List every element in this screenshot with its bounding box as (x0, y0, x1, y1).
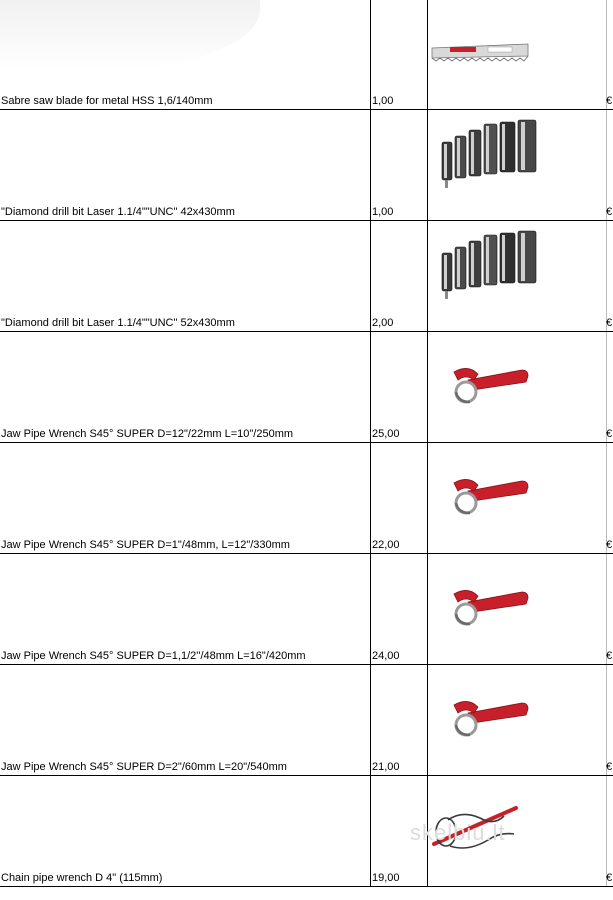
item-description: Jaw Pipe Wrench S45° SUPER D=1"/48mm, L=12"/330mm (1, 539, 290, 551)
currency-symbol: € (606, 206, 613, 218)
currency-symbol: € (606, 317, 613, 329)
currency-symbol: € (606, 539, 613, 551)
item-quantity: 25,00 (372, 428, 400, 440)
drill-bits-image (428, 229, 613, 301)
column-divider (370, 0, 371, 887)
item-quantity: 21,00 (372, 761, 400, 773)
pipe-wrench-image (428, 695, 613, 739)
row-divider (0, 664, 613, 665)
currency-symbol: € (606, 872, 613, 884)
watermark-text: skelbiu.lt (410, 820, 506, 845)
item-quantity: 22,00 (372, 539, 400, 551)
row-divider (0, 553, 613, 554)
item-description: Chain pipe wrench D 4" (115mm) (1, 872, 163, 884)
row-divider (0, 442, 613, 443)
item-description: "Diamond drill bit Laser 1.1/4""UNC" 52x430mm (1, 317, 235, 329)
saw-blade-image (428, 38, 613, 68)
drill-bits-image (428, 118, 613, 190)
item-description: Jaw Pipe Wrench S45° SUPER D=12"/22mm L=10"/250mm (1, 428, 294, 440)
row-divider (0, 220, 613, 221)
pipe-wrench-image (428, 584, 613, 628)
item-description: Sabre saw blade for metal HSS 1,6/140mm (1, 95, 213, 107)
item-quantity: 24,00 (372, 650, 400, 662)
currency-symbol: € (606, 761, 613, 773)
currency-symbol: € (606, 95, 613, 107)
item-description: "Diamond drill bit Laser 1.1/4""UNC" 42x430mm (1, 206, 235, 218)
header-fade (0, 0, 260, 70)
item-quantity: 2,00 (372, 317, 394, 329)
row-divider (0, 109, 613, 110)
item-description: Jaw Pipe Wrench S45° SUPER D=2"/60mm L=20"/540mm (1, 761, 287, 773)
item-quantity: 19,00 (372, 872, 400, 884)
row-divider (0, 331, 613, 332)
item-description: Jaw Pipe Wrench S45° SUPER D=1,1/2''/48mm L=16"/420mm (1, 650, 306, 662)
item-quantity: 1,00 (372, 95, 394, 107)
currency-symbol: € (606, 428, 613, 440)
pipe-wrench-image (428, 362, 613, 406)
pipe-wrench-image (428, 473, 613, 517)
row-divider (0, 775, 613, 776)
item-quantity: 1,00 (372, 206, 394, 218)
currency-symbol: € (606, 650, 613, 662)
row-divider (0, 886, 613, 887)
